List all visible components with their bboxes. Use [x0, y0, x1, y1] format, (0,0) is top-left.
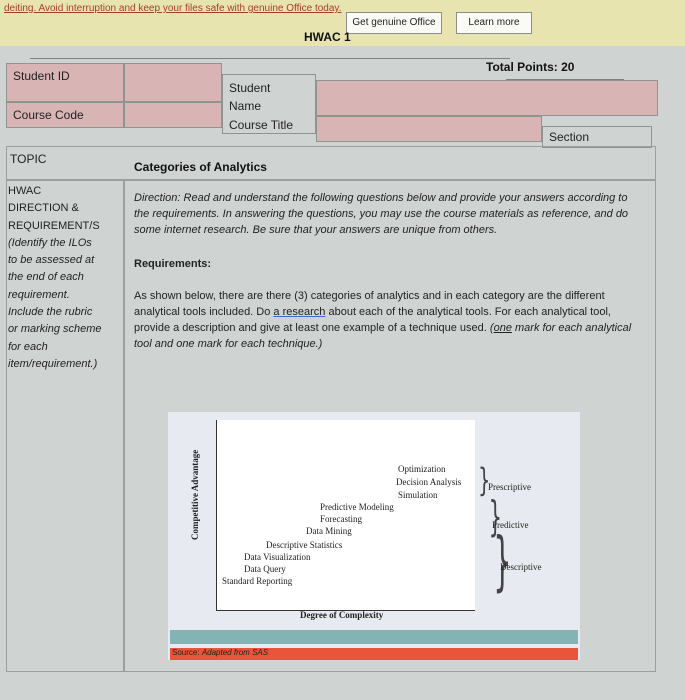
divider-line [30, 58, 510, 59]
tool-data-mining: Data Mining [306, 526, 352, 536]
sidebar-line: for each [8, 340, 48, 353]
get-genuine-office-button[interactable]: Get genuine Office [346, 12, 442, 34]
sidebar-line: item/requirement.) [8, 357, 98, 370]
tool-predictive-modeling: Predictive Modeling [320, 502, 394, 512]
student-name-label-cell [222, 74, 316, 134]
topic-row [6, 146, 656, 180]
tool-forecasting: Forecasting [320, 514, 362, 524]
category-descriptive: Descriptive [500, 562, 542, 572]
sidebar-line: REQUIREMENT/S [8, 219, 100, 232]
student-name-label-line2: Name [229, 99, 262, 113]
tool-descriptive-statistics: Descriptive Statistics [266, 540, 343, 550]
student-name-label-line1: Student [229, 81, 271, 95]
x-axis-label: Degree of Complexity [300, 610, 384, 620]
topic-label: TOPIC [10, 152, 47, 166]
student-id-label: Student ID [13, 69, 70, 83]
course-code-value-cell[interactable] [124, 102, 222, 128]
descriptive-brace-icon: } [493, 525, 512, 599]
figure-source [172, 648, 268, 657]
document-title: HWAC 1 [304, 30, 351, 44]
tool-data-visualization: Data Visualization [244, 552, 311, 562]
requirements-note-open: ( [489, 322, 494, 334]
y-axis-label: Competitive Advantage [190, 449, 200, 540]
requirements-text-2: about each of the analytical tools. For each analytical tool, provide a description and give at least one example of a technique used. [134, 306, 611, 334]
student-id-value-cell[interactable] [124, 63, 222, 102]
tool-data-query: Data Query [244, 564, 286, 574]
figure-accent-bar [170, 630, 578, 644]
requirements-heading: Requirements: [134, 258, 212, 270]
sidebar-line: or marking scheme [8, 323, 102, 336]
sidebar-line: Include the rubric [8, 306, 93, 319]
tool-standard-reporting: Standard Reporting [222, 576, 293, 586]
analytics-figure [168, 412, 580, 660]
predictive-brace-icon: } [488, 492, 503, 541]
figure-source-text: Adapted from SAS [201, 648, 269, 657]
sidebar-line: HWAC [8, 185, 42, 197]
tool-optimization: Optimization [398, 464, 446, 474]
requirements-text-1: As shown below, there are there (3) categories of analytics and in each category are the different analytical tools included. Do [134, 290, 605, 318]
tool-simulation: Simulation [398, 490, 438, 500]
figure-source-prefix: Source: [172, 648, 200, 657]
student-name-value-cell[interactable] [316, 80, 658, 116]
course-title-label: Course Title [229, 118, 294, 132]
banner-message-link[interactable]: deiting. Avoid interruption and keep your files safe with genuine Office today. [4, 3, 342, 14]
direction-requirements-label [8, 183, 124, 373]
tool-decision-analysis: Decision Analysis [396, 477, 462, 487]
direction-text: Read and understand the following questions below and provide your answers according to the requirements. In answering the questions, you may use the course materials as reference, and do some internet research. Be sure that your answers are unique from others. [134, 192, 629, 236]
student-id-label-cell [6, 63, 124, 102]
sidebar-line: to be assessed at [8, 254, 95, 267]
requirements-note-one: one [493, 322, 512, 334]
category-predictive: Predictive [492, 520, 529, 530]
course-code-label: Course Code [13, 108, 84, 122]
course-code-label-cell [6, 102, 124, 128]
sidebar-line: requirement. [8, 288, 70, 301]
section-label-cell [542, 126, 652, 148]
requirements-paragraph [134, 288, 638, 352]
direction-label: Direction: [134, 192, 181, 204]
learn-more-button[interactable]: Learn more [456, 12, 532, 34]
topic-value: Categories of Analytics [134, 160, 267, 174]
sidebar-line: the end of each [8, 271, 84, 284]
sidebar-line: (Identify the ILOs [8, 236, 92, 249]
prescriptive-brace-icon: } [478, 461, 491, 499]
course-title-value-cell[interactable] [316, 116, 542, 142]
direction-paragraph [134, 190, 638, 238]
requirements-research-link: a research [273, 306, 326, 318]
office-banner [0, 0, 685, 46]
category-prescriptive: Prescriptive [488, 482, 531, 492]
sidebar-line: DIRECTION & [8, 202, 79, 215]
total-points: Total Points: 20 [486, 60, 575, 74]
requirements-note-text: mark for each analytical tool and one mark for each technique.) [134, 322, 632, 350]
section-label: Section [549, 130, 590, 144]
